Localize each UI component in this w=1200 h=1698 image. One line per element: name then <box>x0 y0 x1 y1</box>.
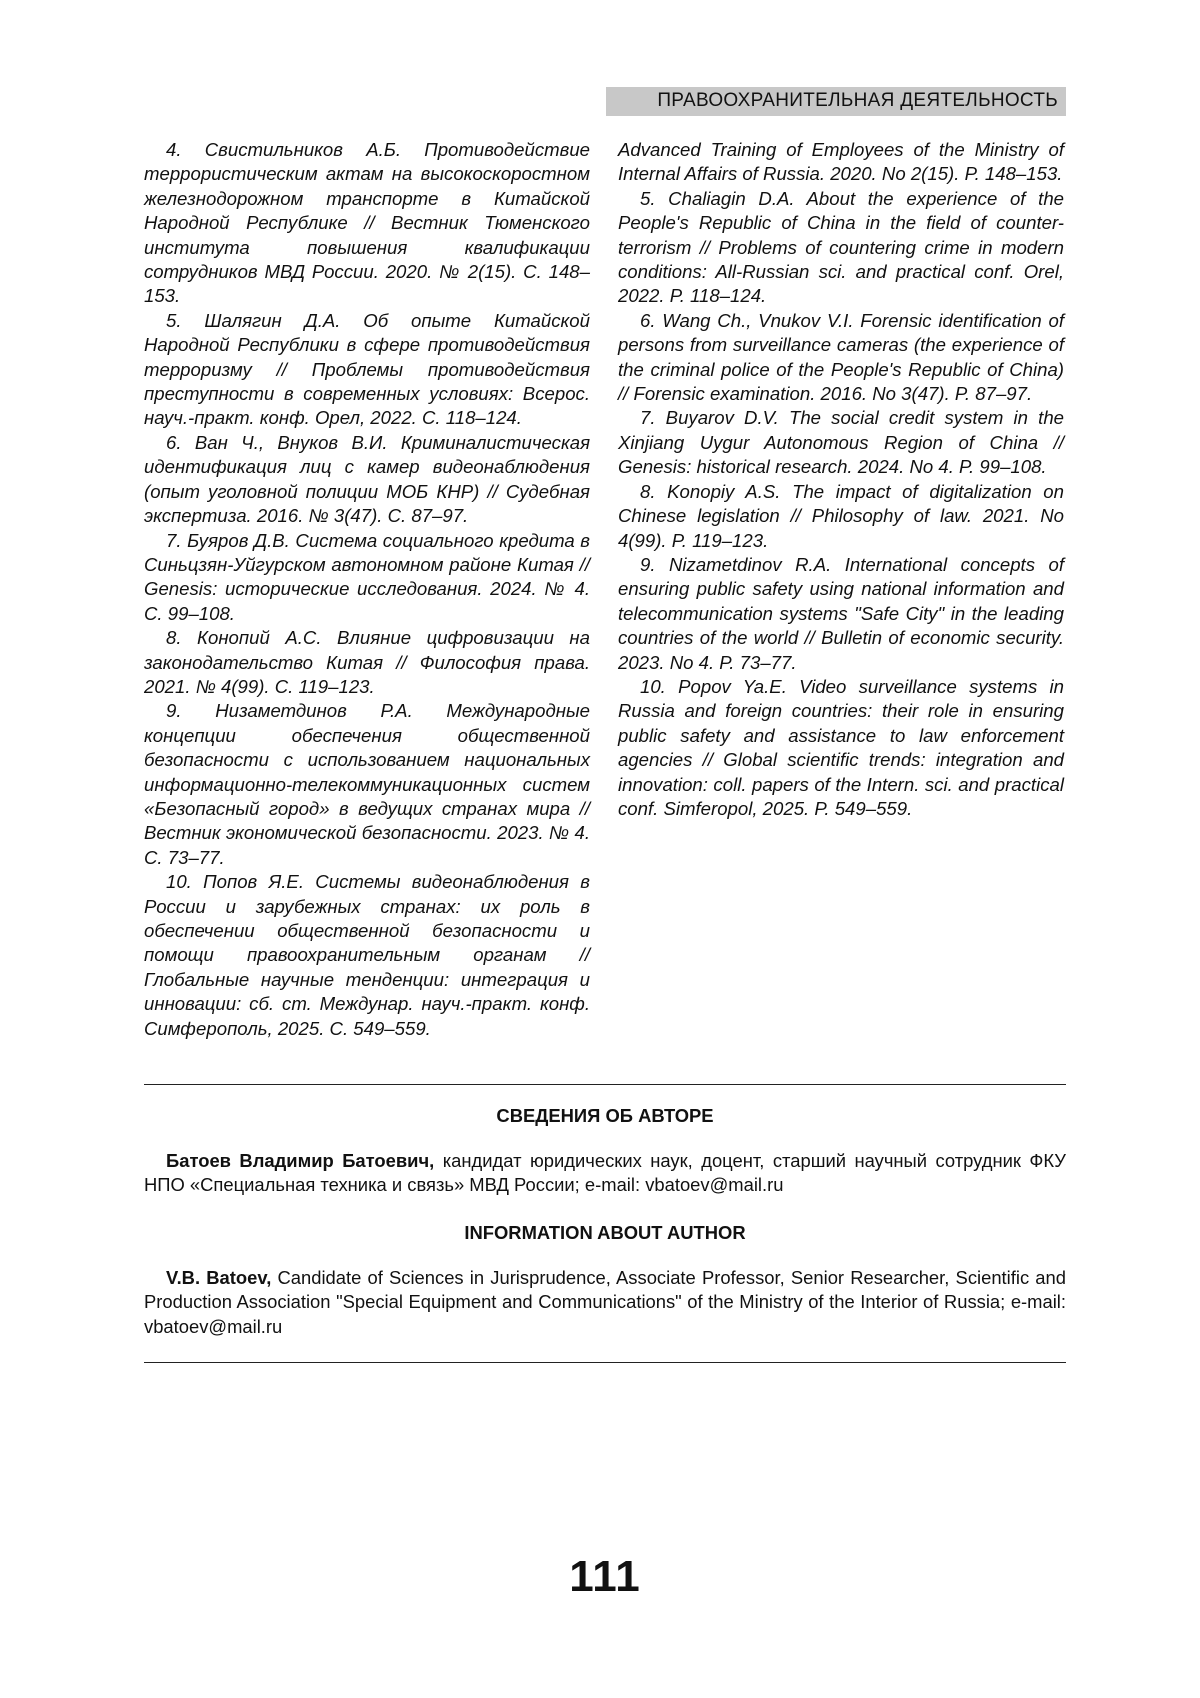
running-header-bar <box>606 87 1066 116</box>
author-name-ru: Батоев Владимир Батоевич, <box>166 1150 435 1171</box>
author-name-en: V.B. Batoev, <box>166 1267 272 1288</box>
reference-item-en-5: 5. Chaliagin D.A. About the experience of the People's Republic of China in the field of counter-terrorism // Problems of countering crime in modern conditions: All-Russian sci. and practical conf. Orel, 2022. P. 118–124. <box>618 187 1064 307</box>
reference-item-ru-5: 5. Шалягин Д.А. Об опыте Китайской Народной Республики в сфере противодействия терроризму // Проблемы противодействия преступности в современных условиях: Всерос. науч.-практ. конф. Орел, 2022. С. 118–124. <box>144 309 590 429</box>
divider-top <box>144 1084 1066 1085</box>
author-heading-ru: СВЕДЕНИЯ ОБ АВТОРЕ <box>496 1105 714 1126</box>
author-heading-en: INFORMATION ABOUT AUTHOR <box>464 1222 746 1243</box>
page-number: 111 <box>569 1552 641 1601</box>
reference-item-en-7: 7. Buyarov D.V. The social credit system in the Xinjiang Uygur Autonomous Region of China // Genesis: historical research. 2024. No 4. P. 99–108. <box>618 407 1064 478</box>
reference-item-ru-6: 6. Ван Ч., Внуков В.И. Криминалистическая идентификация лиц с камер видеонаблюдения (опыт уголовной полиции МОБ КНР) // Судебная экспертиза. 2016. № 3(47). С. 87–97. <box>144 431 590 527</box>
reference-item-ru-9: 9. Низаметдинов Р.А. Международные концепции обеспечения общественной безопасности с использованием национальных информационно-телекоммуникационных систем «Безопасный город» в ведущих странах мира // Вестник экономической безопасности. 2023. № 4. С. 73–77. <box>144 700 590 868</box>
reference-item-en-10: 10. Popov Ya.E. Video surveillance systems in Russia and foreign countries: their role in ensuring public safety and assistance to law enforcement agencies // Global scientific trends: integration and innovation: coll. papers of the Intern. sci. and practical conf. Simferopol, 2025. P. 549–559. <box>618 675 1064 819</box>
divider-bottom <box>144 1362 1066 1363</box>
author-info-ru <box>144 1149 1066 1198</box>
reference-item-ru-8: 8. Конопий А.С. Влияние цифровизации на законодательство Китая // Философия права. 2021. № 4(99). С. 119–123. <box>144 627 590 697</box>
author-details-ru: кандидат юридических наук, доцент, старший научный сотрудник ФКУ НПО «Специальная техника и связь» МВД России; e-mail: vbatoev@mail.ru <box>144 1150 1066 1196</box>
author-info-en <box>144 1266 1066 1339</box>
reference-item-ru-10: 10. Попов Я.Е. Системы видеонаблюдения в России и зарубежных странах: их роль в обеспечении общественной безопасности и помощи правоохранительным органам // Глобальные научные тенденции: интеграция и инновации: сб. ст. Междунар. науч.-практ. конф. Симферополь, 2025. С. 549–559. <box>144 871 590 1039</box>
section-title: ПРАВООХРАНИТЕЛЬНАЯ ДЕЯТЕЛЬНОСТЬ <box>657 90 1058 111</box>
author-details-en: Candidate of Sciences in Jurisprudence, Associate Professor, Senior Researcher, Scientific and Production Association "Special Equipment and Communications" of the Ministry of the Interior of Russia; e-mail: vbatoev@mail.ru <box>144 1267 1066 1337</box>
reference-item-en-4-continuation: Advanced Training of Employees of the Ministry of Internal Affairs of Russia. 2020. No 2(15). P. 148–153. <box>618 139 1064 185</box>
reference-item-en-6: 6. Wang Ch., Vnukov V.I. Forensic identification of persons from surveillance cameras (the experience of the criminal police of the People's Republic of China) // Forensic examination. 2016. No 3(47). P. 87–97. <box>618 309 1064 405</box>
references-russian-column <box>144 138 590 1041</box>
references-english-column <box>618 138 1064 821</box>
reference-item-en-8: 8. Konopiy A.S. The impact of digitalization on Chinese legislation // Philosophy of law. 2021. No 4(99). P. 119–123. <box>618 480 1064 551</box>
reference-item-en-9: 9. Nizametdinov R.A. International concepts of ensuring public safety using national information and telecommunication systems "Safe City" in the leading countries of the world // Bulletin of economic security. 2023. No 4. P. 73–77. <box>618 553 1064 673</box>
reference-item-ru-7: 7. Буяров Д.В. Система социального кредита в Синьцзян-Уйгурском автономном районе Китая // Genesis: исторические исследования. 2024. № 4. С. 99–108. <box>144 529 590 624</box>
reference-item-ru-4: 4. Свистильников А.Б. Противодействие террористическим актам на высокоскоростном железнодорожном транспорте в Китайской Народной Республике // Вестник Тюменского института повышения квалификации сотрудников МВД России. 2020. № 2(15). С. 148–153. <box>144 139 590 307</box>
